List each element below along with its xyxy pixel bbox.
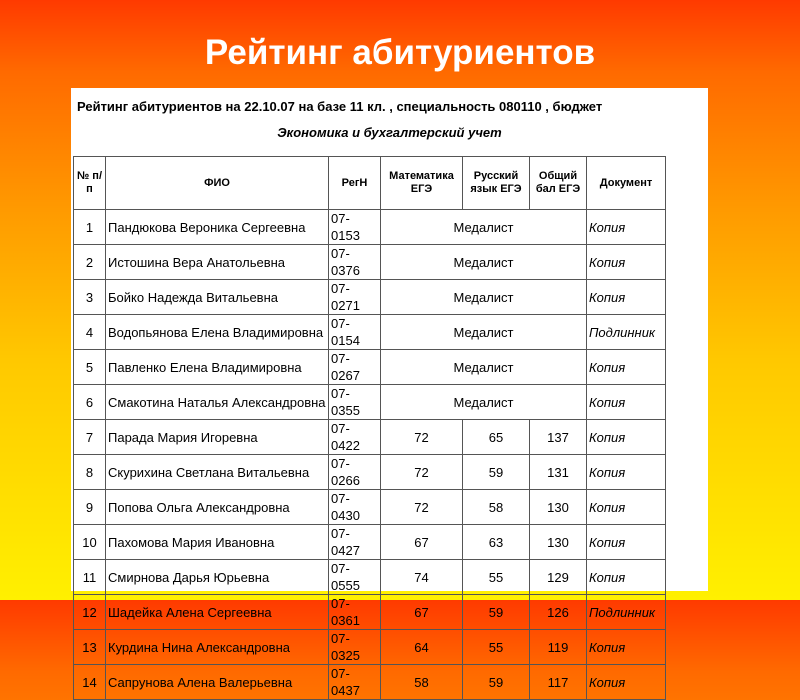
row-reg: 07-0555 <box>329 560 381 595</box>
row-num: 1 <box>74 210 106 245</box>
row-fio: Курдина Нина Александровна <box>106 630 329 665</box>
row-reg: 07-0267 <box>329 350 381 385</box>
row-doc: Подлинник <box>587 315 666 350</box>
row-doc: Копия <box>587 490 666 525</box>
row-reg: 07-0430 <box>329 490 381 525</box>
row-doc: Копия <box>587 210 666 245</box>
row-math: 72 <box>381 455 463 490</box>
table-row <box>74 595 666 630</box>
row-math: 74 <box>381 560 463 595</box>
column-header-doc: Документ <box>587 157 666 210</box>
row-fio: Попова Ольга Александровна <box>106 490 329 525</box>
table-row <box>74 350 666 385</box>
row-doc: Копия <box>587 560 666 595</box>
rating-document <box>71 88 708 698</box>
row-num: 7 <box>74 420 106 455</box>
table-header-row <box>74 157 666 210</box>
row-rus: 59 <box>463 455 530 490</box>
row-reg: 07-0437 <box>329 665 381 700</box>
row-fio: Истошина Вера Анатольевна <box>106 245 329 280</box>
row-reg: 07-0153 <box>329 210 381 245</box>
row-fio: Павленко Елена Владимировна <box>106 350 329 385</box>
table-row <box>74 280 666 315</box>
table-row <box>74 245 666 280</box>
row-rus: 55 <box>463 630 530 665</box>
table-row <box>74 455 666 490</box>
column-header-math: Математика ЕГЭ <box>381 157 463 210</box>
table-row <box>74 315 666 350</box>
table-row <box>74 385 666 420</box>
row-doc: Копия <box>587 385 666 420</box>
row-num: 6 <box>74 385 106 420</box>
table-row <box>74 420 666 455</box>
row-rus: 59 <box>463 665 530 700</box>
table-row <box>74 210 666 245</box>
row-rus: 63 <box>463 525 530 560</box>
row-doc: Копия <box>587 525 666 560</box>
row-reg: 07-0427 <box>329 525 381 560</box>
row-num: 4 <box>74 315 106 350</box>
row-fio: Сапрунова Алена Валерьевна <box>106 665 329 700</box>
table-row <box>74 630 666 665</box>
column-header-num: № п/п <box>74 157 106 210</box>
row-fio: Пахомова Мария Ивановна <box>106 525 329 560</box>
row-fio: Шадейка Алена Сергеевна <box>106 595 329 630</box>
row-reg: 07-0422 <box>329 420 381 455</box>
row-math: 72 <box>381 420 463 455</box>
row-reg: 07-0271 <box>329 280 381 315</box>
row-rus: 65 <box>463 420 530 455</box>
row-math: 67 <box>381 525 463 560</box>
table-row <box>74 665 666 700</box>
row-doc: Копия <box>587 630 666 665</box>
rating-table <box>73 156 666 700</box>
row-reg: 07-0355 <box>329 385 381 420</box>
row-num: 11 <box>74 560 106 595</box>
row-doc: Копия <box>587 665 666 700</box>
row-doc: Копия <box>587 455 666 490</box>
row-fio: Пандюкова Вероника Сергеевна <box>106 210 329 245</box>
table-row <box>74 560 666 595</box>
row-doc: Копия <box>587 245 666 280</box>
column-header-fio: ФИО <box>106 157 329 210</box>
slide-title: Рейтинг абитуриентов <box>204 33 596 72</box>
row-num: 2 <box>74 245 106 280</box>
row-math: 64 <box>381 630 463 665</box>
row-fio: Смакотина Наталья Александровна <box>106 385 329 420</box>
row-medal: Медалист <box>381 385 587 420</box>
document-header: Рейтинг абитуриентов на 22.10.07 на базе 11 кл. , специальность 080110 , бюджет <box>77 99 603 114</box>
row-math: 58 <box>381 665 463 700</box>
row-reg: 07-0376 <box>329 245 381 280</box>
document-subheader: Экономика и бухгалтерский учет <box>277 125 502 140</box>
row-total: 131 <box>530 455 587 490</box>
row-num: 8 <box>74 455 106 490</box>
row-medal: Медалист <box>381 350 587 385</box>
row-num: 5 <box>74 350 106 385</box>
table-row <box>74 525 666 560</box>
row-math: 72 <box>381 490 463 525</box>
row-doc: Копия <box>587 350 666 385</box>
row-fio: Скурихина Светлана Витальевна <box>106 455 329 490</box>
column-header-reg: РегН <box>329 157 381 210</box>
row-doc: Подлинник <box>587 595 666 630</box>
row-num: 10 <box>74 525 106 560</box>
row-num: 3 <box>74 280 106 315</box>
row-total: 117 <box>530 665 587 700</box>
row-num: 9 <box>74 490 106 525</box>
row-fio: Водопьянова Елена Владимировна <box>106 315 329 350</box>
row-fio: Бойко Надежда Витальевна <box>106 280 329 315</box>
row-total: 130 <box>530 525 587 560</box>
row-rus: 58 <box>463 490 530 525</box>
row-doc: Копия <box>587 280 666 315</box>
column-header-rus: Русский язык ЕГЭ <box>463 157 530 210</box>
row-reg: 07-0361 <box>329 595 381 630</box>
row-math: 67 <box>381 595 463 630</box>
row-total: 129 <box>530 560 587 595</box>
row-total: 119 <box>530 630 587 665</box>
row-medal: Медалист <box>381 280 587 315</box>
column-header-total: Общий бал ЕГЭ <box>530 157 587 210</box>
row-num: 13 <box>74 630 106 665</box>
row-rus: 59 <box>463 595 530 630</box>
row-total: 130 <box>530 490 587 525</box>
row-medal: Медалист <box>381 315 587 350</box>
row-doc: Копия <box>587 420 666 455</box>
table-row <box>74 490 666 525</box>
row-rus: 55 <box>463 560 530 595</box>
row-reg: 07-0154 <box>329 315 381 350</box>
row-total: 137 <box>530 420 587 455</box>
row-reg: 07-0266 <box>329 455 381 490</box>
row-fio: Парада Мария Игоревна <box>106 420 329 455</box>
row-num: 14 <box>74 665 106 700</box>
row-medal: Медалист <box>381 210 587 245</box>
row-num: 12 <box>74 595 106 630</box>
row-fio: Смирнова Дарья Юрьевна <box>106 560 329 595</box>
row-reg: 07-0325 <box>329 630 381 665</box>
row-total: 126 <box>530 595 587 630</box>
row-medal: Медалист <box>381 245 587 280</box>
